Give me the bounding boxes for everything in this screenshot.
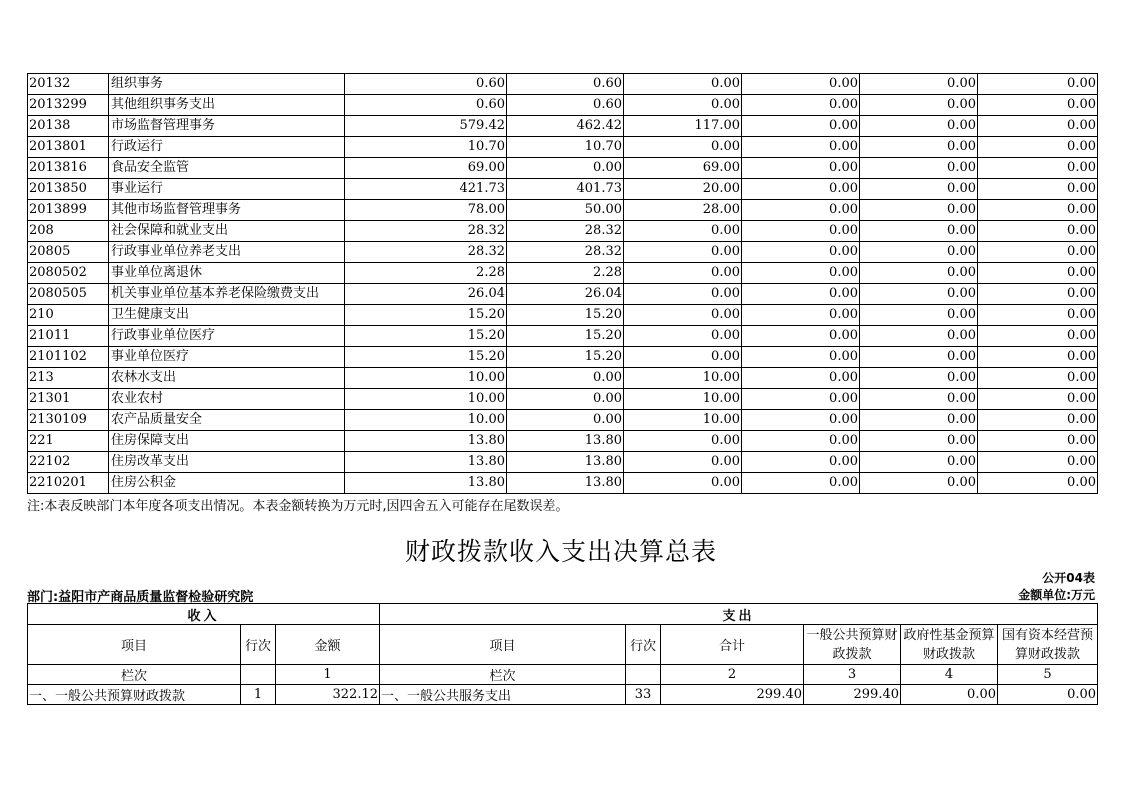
table-row — [28, 95, 1098, 116]
col-gov-fund: 政府性基金预算财政拨款 — [901, 625, 998, 665]
table-row — [28, 347, 1098, 368]
amount-cell: 0.00 — [507, 368, 624, 389]
subject-name: 农产品质量安全 — [109, 410, 345, 431]
amount-cell: 0.00 — [742, 431, 860, 452]
amount-cell: 0.00 — [742, 452, 860, 473]
amount-cell: 28.32 — [345, 221, 507, 242]
amount-cell: 0.00 — [860, 179, 978, 200]
subject-name: 农业农村 — [109, 389, 345, 410]
expense-total: 299.40 — [661, 685, 804, 705]
amount-cell: 0.00 — [742, 389, 860, 410]
amount-cell: 0.00 — [742, 326, 860, 347]
subject-name: 其他市场监督管理事务 — [109, 200, 345, 221]
col-expense-item: 项目 — [380, 625, 626, 665]
subject-name: 机关事业单位基本养老保险缴费支出 — [109, 284, 345, 305]
amount-cell: 401.73 — [507, 179, 624, 200]
subject-code: 21301 — [28, 389, 109, 410]
expense-item: 一、一般公共服务支出 — [380, 685, 626, 705]
amount-cell: 0.00 — [860, 305, 978, 326]
amount-cell: 0.00 — [624, 263, 742, 284]
amount-cell: 28.32 — [507, 242, 624, 263]
subject-code: 2013801 — [28, 137, 109, 158]
amount-cell: 0.00 — [742, 473, 860, 494]
subject-code: 20805 — [28, 242, 109, 263]
table-row — [28, 389, 1098, 410]
amount-cell: 0.00 — [860, 368, 978, 389]
table-row — [28, 200, 1098, 221]
amount-cell: 0.00 — [860, 200, 978, 221]
amount-cell: 0.00 — [978, 95, 1098, 116]
amount-cell: 0.00 — [978, 200, 1098, 221]
income-header: 收入 — [28, 604, 380, 625]
amount-cell: 0.00 — [860, 95, 978, 116]
amount-cell: 10.70 — [345, 137, 507, 158]
table-row — [28, 116, 1098, 137]
amount-cell: 0.00 — [742, 95, 860, 116]
col-state-capital: 国有资本经营预算财政拨款 — [998, 625, 1098, 665]
subject-code: 208 — [28, 221, 109, 242]
table-row — [28, 326, 1098, 347]
subject-name: 住房保障支出 — [109, 431, 345, 452]
expense-gov-fund: 0.00 — [901, 685, 998, 705]
amount-cell: 0.00 — [978, 326, 1098, 347]
expense-general: 299.40 — [804, 685, 901, 705]
amount-cell: 0.00 — [742, 305, 860, 326]
amount-cell: 0.00 — [860, 242, 978, 263]
amount-cell: 15.20 — [345, 326, 507, 347]
amount-cell: 0.00 — [860, 221, 978, 242]
column-index: 4 — [901, 665, 998, 685]
amount-cell: 0.00 — [978, 368, 1098, 389]
amount-cell: 0.00 — [978, 137, 1098, 158]
expense-row-no: 33 — [626, 685, 661, 705]
table-row — [28, 452, 1098, 473]
amount-cell: 2.28 — [345, 263, 507, 284]
amount-cell: 0.00 — [978, 347, 1098, 368]
subject-code: 20138 — [28, 116, 109, 137]
amount-cell: 13.80 — [345, 473, 507, 494]
amount-cell: 0.60 — [345, 74, 507, 95]
expenditure-detail-table — [27, 73, 1098, 494]
amount-cell: 28.00 — [624, 200, 742, 221]
amount-cell: 0.00 — [507, 158, 624, 179]
fiscal-summary-table — [27, 603, 1098, 705]
amount-cell: 15.20 — [507, 305, 624, 326]
amount-cell: 0.00 — [742, 179, 860, 200]
amount-cell: 0.00 — [978, 74, 1098, 95]
subject-name: 组织事务 — [109, 74, 345, 95]
column-index: 5 — [998, 665, 1098, 685]
amount-cell: 0.00 — [860, 431, 978, 452]
amount-cell: 0.00 — [624, 473, 742, 494]
amount-cell: 10.70 — [507, 137, 624, 158]
subject-code: 22102 — [28, 452, 109, 473]
table-row — [28, 74, 1098, 95]
amount-cell: 0.00 — [742, 242, 860, 263]
amount-cell: 10.00 — [345, 389, 507, 410]
amount-cell: 0.00 — [978, 410, 1098, 431]
amount-cell: 421.73 — [345, 179, 507, 200]
column-index: 1 — [276, 665, 380, 685]
amount-cell: 0.00 — [860, 389, 978, 410]
subject-name: 事业单位医疗 — [109, 347, 345, 368]
amount-unit: 金额单位:万元 — [1018, 588, 1095, 602]
table-row — [28, 137, 1098, 158]
subject-code: 2210201 — [28, 473, 109, 494]
amount-cell: 0.00 — [860, 326, 978, 347]
amount-cell: 0.00 — [742, 200, 860, 221]
column-index-label: 栏次 — [380, 665, 626, 685]
subject-name: 市场监督管理事务 — [109, 116, 345, 137]
amount-cell: 13.80 — [345, 431, 507, 452]
table-row — [28, 431, 1098, 452]
amount-cell: 0.00 — [742, 116, 860, 137]
amount-cell: 0.00 — [860, 452, 978, 473]
subject-code: 213 — [28, 368, 109, 389]
amount-cell: 0.00 — [978, 452, 1098, 473]
amount-cell: 20.00 — [624, 179, 742, 200]
amount-cell: 0.00 — [978, 473, 1098, 494]
amount-cell: 0.00 — [507, 410, 624, 431]
subject-code: 20132 — [28, 74, 109, 95]
subject-code: 210 — [28, 305, 109, 326]
subject-name: 事业运行 — [109, 179, 345, 200]
amount-cell: 13.80 — [345, 452, 507, 473]
table-row — [28, 368, 1098, 389]
subject-name: 行政事业单位医疗 — [109, 326, 345, 347]
amount-cell: 0.00 — [860, 284, 978, 305]
subject-name: 食品安全监管 — [109, 158, 345, 179]
column-index: 3 — [804, 665, 901, 685]
subject-code: 2013899 — [28, 200, 109, 221]
subject-code: 221 — [28, 431, 109, 452]
col-total: 合计 — [661, 625, 804, 665]
table-row — [28, 263, 1098, 284]
amount-cell: 69.00 — [345, 158, 507, 179]
table-row — [28, 242, 1098, 263]
amount-cell: 0.00 — [742, 284, 860, 305]
subject-code: 2080505 — [28, 284, 109, 305]
subject-code: 2013299 — [28, 95, 109, 116]
amount-cell: 0.00 — [978, 158, 1098, 179]
income-amount: 322.12 — [276, 685, 380, 705]
amount-cell: 26.04 — [345, 284, 507, 305]
amount-cell: 0.00 — [978, 179, 1098, 200]
col-general-budget: 一般公共预算财政拨款 — [804, 625, 901, 665]
department-label: 部门:益阳市产商品质量监督检验研究院 — [27, 590, 254, 605]
expense-state-capital: 0.00 — [998, 685, 1098, 705]
subject-code: 2101102 — [28, 347, 109, 368]
amount-cell: 0.00 — [624, 326, 742, 347]
amount-cell: 0.00 — [624, 95, 742, 116]
col-income-amount: 金额 — [276, 625, 380, 665]
subject-name: 卫生健康支出 — [109, 305, 345, 326]
amount-cell: 0.00 — [624, 284, 742, 305]
amount-cell: 0.00 — [742, 347, 860, 368]
subject-name: 住房公积金 — [109, 473, 345, 494]
col-expense-row: 行次 — [626, 625, 661, 665]
amount-cell: 0.00 — [860, 473, 978, 494]
amount-cell: 0.00 — [978, 431, 1098, 452]
subject-code: 2013850 — [28, 179, 109, 200]
table-row — [28, 473, 1098, 494]
amount-cell: 2.28 — [507, 263, 624, 284]
amount-cell: 0.00 — [742, 158, 860, 179]
income-row-no: 1 — [241, 685, 276, 705]
amount-cell: 0.00 — [860, 74, 978, 95]
subject-name: 农林水支出 — [109, 368, 345, 389]
form-number: 公开04表 — [1042, 571, 1095, 585]
subject-code: 2130109 — [28, 410, 109, 431]
amount-cell: 13.80 — [507, 473, 624, 494]
amount-cell: 0.00 — [624, 452, 742, 473]
subject-name: 其他组织事务支出 — [109, 95, 345, 116]
amount-cell: 0.00 — [860, 347, 978, 368]
amount-cell: 15.20 — [507, 326, 624, 347]
amount-cell: 10.00 — [345, 410, 507, 431]
table-row — [28, 221, 1098, 242]
amount-cell: 0.00 — [860, 263, 978, 284]
amount-cell: 0.00 — [624, 431, 742, 452]
amount-cell: 10.00 — [624, 410, 742, 431]
amount-cell: 0.00 — [742, 74, 860, 95]
col-income-row: 行次 — [241, 625, 276, 665]
amount-cell: 0.00 — [978, 284, 1098, 305]
amount-cell: 579.42 — [345, 116, 507, 137]
subject-name: 事业单位离退休 — [109, 263, 345, 284]
column-index: 2 — [661, 665, 804, 685]
amount-cell: 117.00 — [624, 116, 742, 137]
amount-cell: 10.00 — [624, 389, 742, 410]
column-index-label: 栏次 — [28, 665, 241, 685]
amount-cell: 0.00 — [978, 116, 1098, 137]
amount-cell: 15.20 — [345, 305, 507, 326]
subject-name: 社会保障和就业支出 — [109, 221, 345, 242]
amount-cell: 50.00 — [507, 200, 624, 221]
amount-cell: 0.00 — [624, 242, 742, 263]
amount-cell: 0.00 — [860, 116, 978, 137]
subject-code: 2080502 — [28, 263, 109, 284]
table-row — [28, 305, 1098, 326]
table-row — [28, 410, 1098, 431]
amount-cell: 0.00 — [742, 221, 860, 242]
amount-cell: 0.00 — [978, 305, 1098, 326]
table-row — [28, 685, 1098, 705]
subject-name: 行政事业单位养老支出 — [109, 242, 345, 263]
amount-cell: 26.04 — [507, 284, 624, 305]
amount-cell: 0.00 — [978, 263, 1098, 284]
col-income-item: 项目 — [28, 625, 241, 665]
table-note: 注:本表反映部门本年度各项支出情况。本表金额转换为万元时,因四舍五入可能存在尾数误差。 — [27, 499, 569, 514]
page-title: 财政拨款收入支出决算总表 — [404, 537, 717, 566]
amount-cell: 0.00 — [978, 389, 1098, 410]
table-row — [28, 179, 1098, 200]
income-item: 一、一般公共预算财政拨款 — [28, 685, 241, 705]
amount-cell: 78.00 — [345, 200, 507, 221]
amount-cell: 0.00 — [742, 263, 860, 284]
table-row — [28, 158, 1098, 179]
amount-cell: 0.00 — [860, 410, 978, 431]
amount-cell: 0.00 — [742, 137, 860, 158]
amount-cell: 0.00 — [624, 137, 742, 158]
amount-cell: 462.42 — [507, 116, 624, 137]
subject-name: 行政运行 — [109, 137, 345, 158]
amount-cell: 69.00 — [624, 158, 742, 179]
empty-cell — [241, 665, 276, 685]
subject-code: 2013816 — [28, 158, 109, 179]
amount-cell: 0.00 — [978, 242, 1098, 263]
subject-code: 21011 — [28, 326, 109, 347]
amount-cell: 0.00 — [624, 305, 742, 326]
amount-cell: 0.60 — [345, 95, 507, 116]
amount-cell: 10.00 — [345, 368, 507, 389]
amount-cell: 15.20 — [345, 347, 507, 368]
amount-cell: 0.00 — [624, 347, 742, 368]
subject-name: 住房改革支出 — [109, 452, 345, 473]
empty-cell — [626, 665, 661, 685]
amount-cell: 0.00 — [742, 410, 860, 431]
amount-cell: 0.00 — [507, 389, 624, 410]
amount-cell: 28.32 — [507, 221, 624, 242]
amount-cell: 0.60 — [507, 95, 624, 116]
amount-cell: 0.00 — [742, 368, 860, 389]
amount-cell: 15.20 — [507, 347, 624, 368]
amount-cell: 13.80 — [507, 431, 624, 452]
amount-cell: 10.00 — [624, 368, 742, 389]
amount-cell: 13.80 — [507, 452, 624, 473]
amount-cell: 0.00 — [860, 158, 978, 179]
amount-cell: 0.00 — [624, 221, 742, 242]
table-row — [28, 284, 1098, 305]
amount-cell: 0.00 — [978, 221, 1098, 242]
amount-cell: 0.60 — [507, 74, 624, 95]
expense-header: 支出 — [380, 604, 1098, 625]
amount-cell: 0.00 — [860, 137, 978, 158]
amount-cell: 28.32 — [345, 242, 507, 263]
amount-cell: 0.00 — [624, 74, 742, 95]
